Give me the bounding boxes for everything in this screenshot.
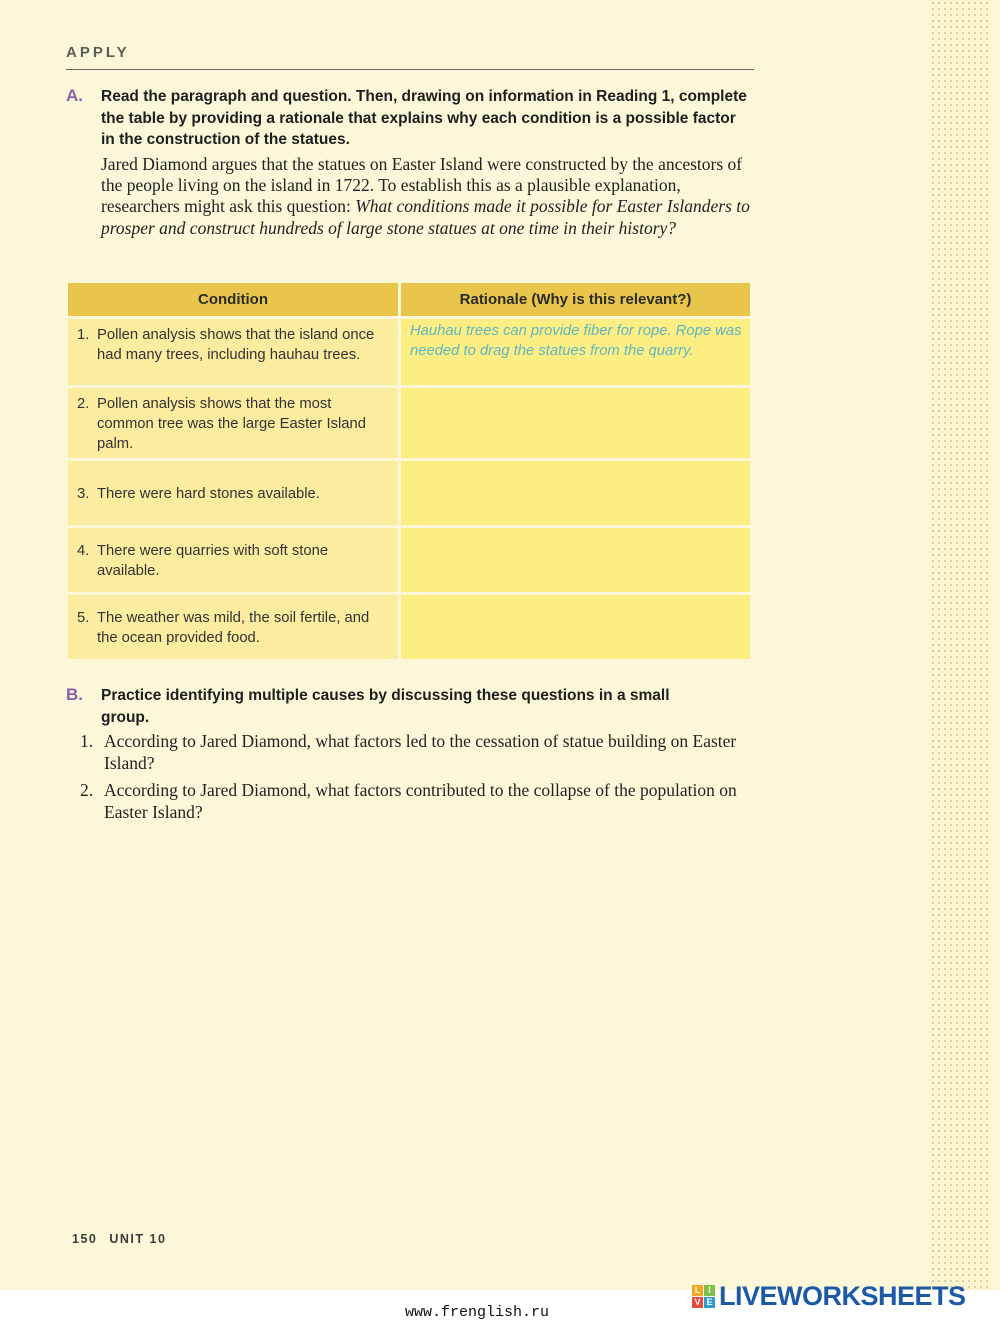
question-text: According to Jared Diamond, what factors contributed to the collapse of the population on Easter Island? xyxy=(104,780,737,822)
liveworksheets-brand[interactable] xyxy=(692,1281,966,1312)
table-row xyxy=(68,461,750,525)
page-number: 150 xyxy=(72,1232,98,1246)
condition-table xyxy=(68,280,750,662)
condition-cell xyxy=(68,388,401,458)
table-row xyxy=(68,595,750,659)
section-b-letter: B. xyxy=(66,685,83,704)
list-item xyxy=(80,731,760,774)
rationale-answer: Hauhau trees can provide fiber for rope. Rope was needed to drag the statues from the quarry. xyxy=(410,323,742,359)
table-row xyxy=(68,319,750,385)
table-header-row xyxy=(68,283,750,316)
rationale-cell[interactable] xyxy=(401,461,750,525)
row-number: 4. xyxy=(77,543,90,559)
rationale-cell[interactable] xyxy=(401,595,750,659)
table-row xyxy=(68,528,750,592)
paragraph-text: Jared Diamond argues that the statues on Easter Island were constructed by the ancestors of the people living on the island in 1722. To establish this as a plausible explanation, researchers might ask this question: xyxy=(101,154,743,217)
row-number: 3. xyxy=(77,486,90,502)
list-item xyxy=(80,780,760,823)
question-text: According to Jared Diamond, what factors led to the cessation of statue building on Easter Island? xyxy=(104,731,737,773)
dotted-margin-strip xyxy=(930,0,992,1290)
rationale-cell[interactable] xyxy=(401,528,750,592)
logo-letter: I xyxy=(704,1285,715,1296)
page-footer xyxy=(72,1232,166,1246)
condition-cell xyxy=(68,595,401,659)
table-row xyxy=(68,388,750,458)
discussion-questions xyxy=(80,731,760,829)
logo-letter: L xyxy=(692,1285,703,1296)
source-url[interactable]: www.frenglish.ru xyxy=(405,1304,550,1321)
question-number: 2. xyxy=(80,780,94,800)
row-number: 5. xyxy=(77,610,90,626)
condition-text: Pollen analysis shows that the most common tree was the large Easter Island palm. xyxy=(97,396,366,452)
heading-divider xyxy=(66,69,754,70)
condition-text: Pollen analysis shows that the island once had many trees, including hauhau trees. xyxy=(97,327,375,363)
question-number: 1. xyxy=(80,731,94,751)
section-heading: APPLY xyxy=(66,44,130,61)
row-number: 1. xyxy=(77,327,90,343)
condition-cell xyxy=(68,528,401,592)
section-b-instruction: Practice identifying multiple causes by discussing these questions in a small group. xyxy=(101,687,670,726)
research-question: What conditions made it possible for Easter Islanders to prosper and construct hundreds of large stone statues at one time in their history? xyxy=(101,196,750,238)
condition-text: There were hard stones available. xyxy=(97,486,320,502)
section-a-letter: A. xyxy=(66,86,83,105)
unit-label: UNIT 10 xyxy=(109,1232,167,1246)
condition-cell xyxy=(68,319,401,385)
logo-letter: V xyxy=(692,1297,703,1308)
condition-text: The weather was mild, the soil fertile, and the ocean provided food. xyxy=(97,610,370,646)
brand-name: LIVEWORKSHEETS xyxy=(719,1281,966,1311)
header-rationale: Rationale (Why is this relevant?) xyxy=(401,283,750,316)
section-a-instruction: Read the paragraph and question. Then, drawing on information in Reading 1, complete the table by providing a rationale that explains why each condition is a possible factor in the construction of the statues. xyxy=(101,88,747,148)
logo-letter: E xyxy=(704,1297,715,1308)
condition-cell xyxy=(68,461,401,525)
condition-text: There were quarries with soft stone available. xyxy=(97,543,329,579)
header-condition: Condition xyxy=(68,283,401,316)
section-a-paragraph xyxy=(101,154,751,239)
liveworksheets-logo-icon xyxy=(692,1285,715,1308)
rationale-cell[interactable] xyxy=(401,319,750,385)
rationale-cell[interactable] xyxy=(401,388,750,458)
row-number: 2. xyxy=(77,396,90,412)
